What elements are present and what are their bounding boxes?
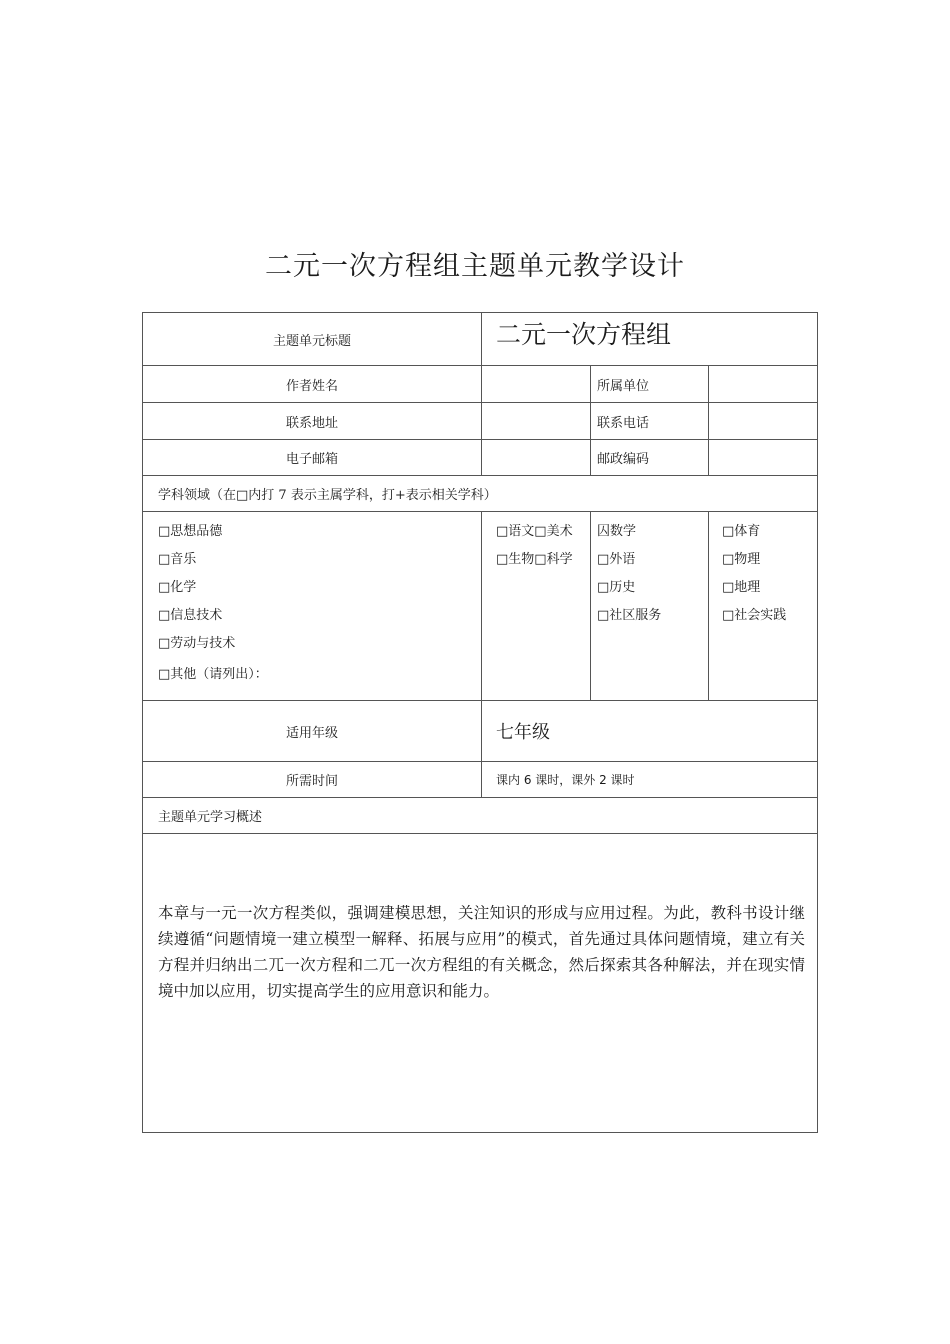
row-author [143, 366, 818, 403]
subject-checkbox-chinese-art[interactable]: □语文□美术 [496, 524, 573, 539]
subject-checkbox-math[interactable]: 囚数学 [597, 524, 637, 539]
subject-checkbox-physics[interactable]: □物理 [722, 552, 761, 567]
subject-checkbox-biology-science[interactable]: □生物□科学 [496, 552, 573, 567]
address-label: 联系地址 [143, 403, 482, 440]
author-label: 作者姓名 [143, 366, 482, 403]
row-address [143, 403, 818, 440]
row-email [143, 440, 818, 476]
subjects-col-4 [709, 512, 818, 701]
time-value[interactable]: 课内 6 课时，课外 2 课时 [482, 762, 818, 798]
subjects-col-1 [143, 512, 482, 701]
unit-field[interactable] [709, 366, 818, 403]
subjects-col-2 [482, 512, 591, 701]
time-label: 所需时间 [143, 762, 482, 798]
row-overview [143, 834, 818, 1133]
subjects-col-3 [591, 512, 709, 701]
subject-checkbox-history[interactable]: □历史 [597, 580, 636, 595]
document-title: 二元一次方程组主题单元教学设计 [265, 251, 685, 282]
phone-label: 联系电话 [591, 403, 709, 440]
postcode-field[interactable] [709, 440, 818, 476]
subject-checkbox-pe[interactable]: □体育 [722, 524, 761, 539]
grade-value[interactable]: 七年级 [482, 701, 818, 762]
overview-label: 主题单元学习概述 [143, 798, 818, 834]
subject-checkbox-community-service[interactable]: □社区服务 [597, 608, 662, 623]
grade-label: 适用年级 [143, 701, 482, 762]
unit-design-form [142, 312, 818, 1133]
address-field[interactable] [482, 403, 591, 440]
subject-field-label: 学科领域（在□内打 7 表示主属学科，打+表示相关学科） [143, 476, 818, 512]
subject-checkbox-it[interactable]: □信息技术 [158, 608, 223, 623]
row-grade [143, 701, 818, 762]
subject-checkbox-foreign-language[interactable]: □外语 [597, 552, 636, 567]
subject-checkbox-social-practice[interactable]: □社会实践 [722, 608, 787, 623]
subject-checkbox-other[interactable]: □其他（请列出）： [158, 667, 268, 682]
unit-label: 所属单位 [591, 366, 709, 403]
theme-title-label: 主题单元标题 [143, 313, 482, 366]
subject-checkbox-chemistry[interactable]: □化学 [158, 580, 197, 595]
email-field[interactable] [482, 440, 591, 476]
overview-text: 本章与一元一次方程类似，强调建模思想，关注知识的形成与应用过程。为此，教科书设计继续遵循“问题情境一建立模型一解释、拓展与应用”的模式，首先通过具体问题情境，建立有关方程并归纳出二兀一次方程和二兀一次方程组的有关概念，然后探索其各种解法，并在现实情境中加以应用，切实提高学生的应用意识和能力。 [158, 904, 806, 1000]
row-theme-title [143, 313, 818, 366]
subject-checkbox-moral[interactable]: □思想品德 [158, 524, 223, 539]
subject-checkbox-geography[interactable]: □地理 [722, 580, 761, 595]
postcode-label: 邮政编码 [591, 440, 709, 476]
email-label: 电子邮箱 [143, 440, 482, 476]
row-overview-label [143, 798, 818, 834]
phone-field[interactable] [709, 403, 818, 440]
overview-cell[interactable] [143, 834, 818, 1133]
row-subject-field [143, 476, 818, 512]
author-field[interactable] [482, 366, 591, 403]
theme-title-value[interactable]: 二元一次方程组 [482, 313, 818, 366]
row-time [143, 762, 818, 798]
subject-checkbox-music[interactable]: □音乐 [158, 552, 197, 567]
row-subjects [143, 512, 818, 701]
subject-checkbox-labor[interactable]: □劳动与技术 [158, 636, 236, 651]
